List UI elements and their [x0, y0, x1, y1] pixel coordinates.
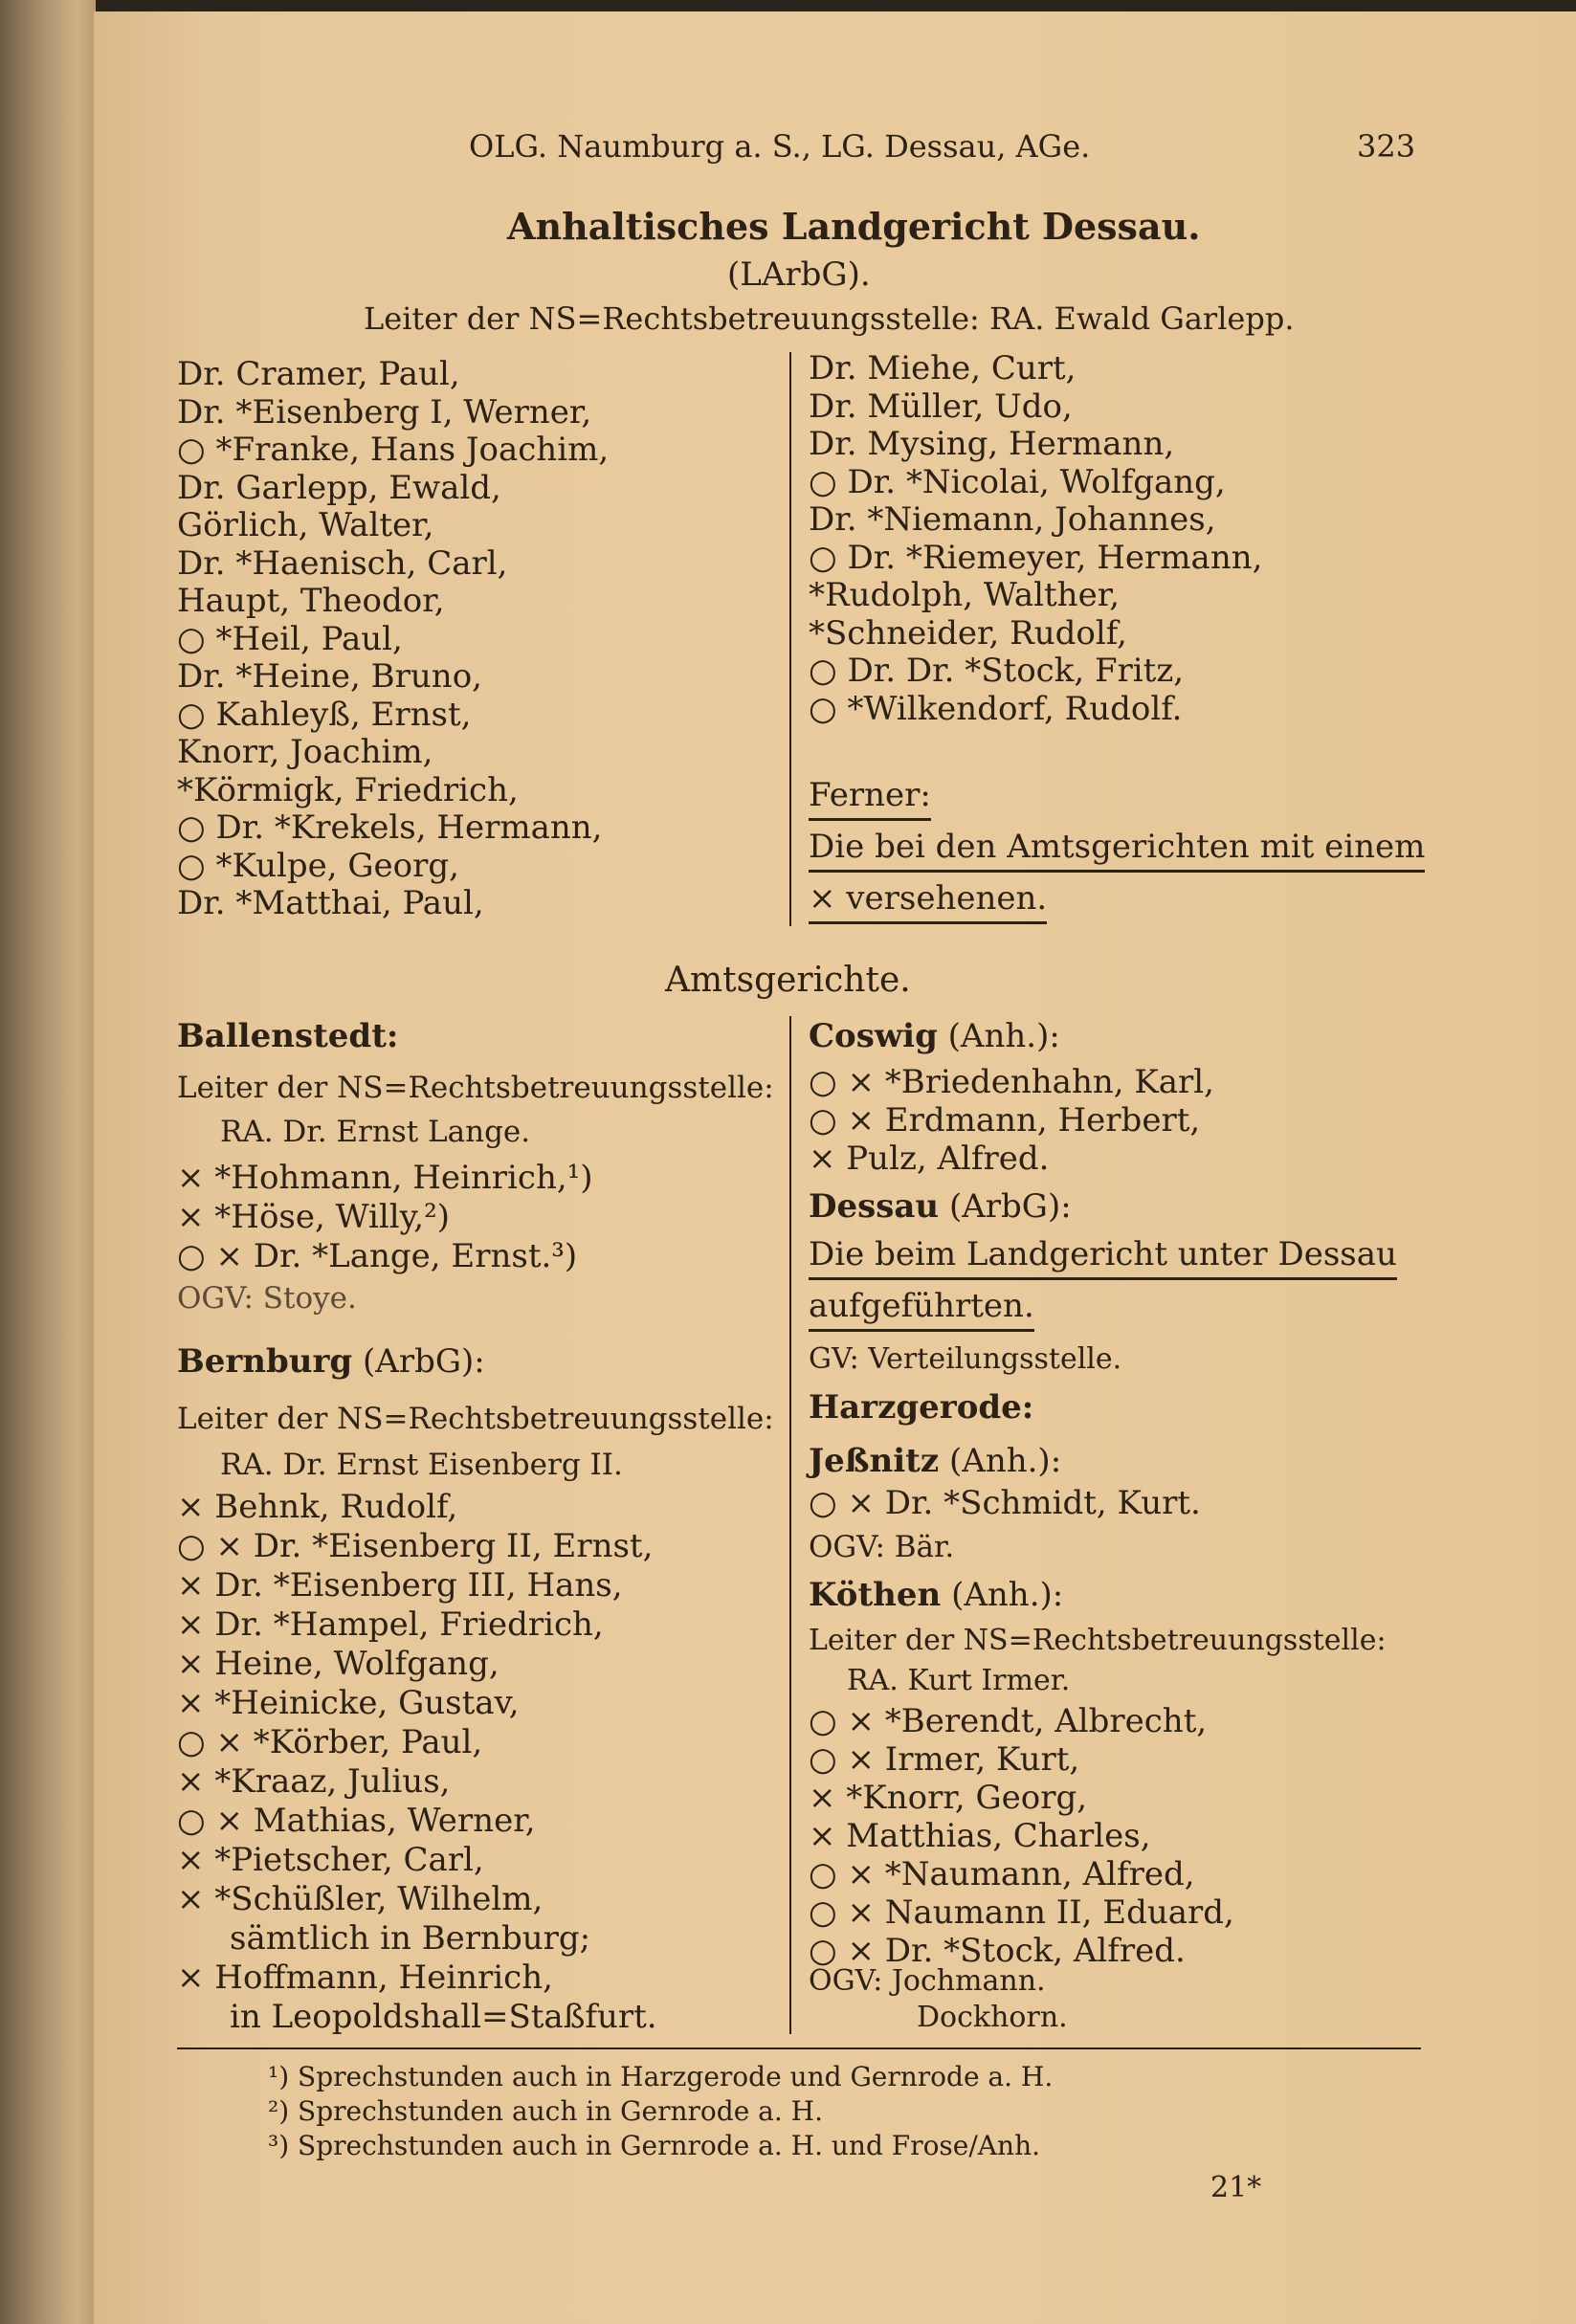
list-item: Dr. *Matthai, Paul,	[177, 884, 484, 922]
court-title: Anhaltisches Landgericht Dessau.	[507, 205, 1201, 248]
koethen-heading: Köthen (Anh.):	[809, 1576, 1064, 1614]
list-item: ○ × *Körber, Paul,	[177, 1723, 483, 1761]
list-item: × Hoffmann, Heinrich,	[177, 1959, 553, 1997]
running-title: OLG. Naumburg a. S., LG. Dessau, AGe.	[469, 128, 1091, 165]
list-item: × *Knorr, Georg,	[809, 1779, 1088, 1817]
court-subtitle: (LArbG).	[727, 255, 871, 294]
list-item: *Körmigk, Friedrich,	[177, 770, 519, 809]
list-item: ○ × Mathias, Werner,	[177, 1802, 536, 1840]
list-item: Dr. Cramer, Paul,	[177, 355, 460, 393]
list-item: × *Hohmann, Heinrich,¹)	[177, 1159, 593, 1197]
jessnitz-ogv: OGV: Bär.	[809, 1530, 955, 1564]
ferner-label: Ferner:	[809, 777, 931, 813]
list-item: × *Heinicke, Gustav,	[177, 1684, 520, 1722]
list-item: Dr. Garlepp, Ewald,	[177, 468, 501, 507]
list-item: × Dr. *Eisenberg III, Hans,	[177, 1566, 623, 1605]
list-item: Dr. *Niemann, Johannes,	[809, 500, 1216, 539]
list-item: *Schneider, Rudolf,	[809, 613, 1127, 653]
koethen-ogv2: Dockhorn.	[917, 2001, 1068, 2034]
list-item: × *Pietscher, Carl,	[177, 1841, 484, 1879]
page-number: 323	[1357, 128, 1416, 165]
list-item: ○ *Franke, Hans Joachim,	[177, 431, 610, 469]
koethen-leader1: Leiter der NS=Rechtsbetreuungsstelle:	[809, 1624, 1387, 1657]
list-item: ○ *Kulpe, Georg,	[177, 846, 459, 885]
list-item: Dr. *Eisenberg I, Werner,	[177, 392, 592, 432]
ballenstedt-leader1: Leiter der NS=Rechtsbetreuungsstelle:	[177, 1071, 774, 1105]
list-item: ○ *Wilkendorf, Rudolf.	[809, 689, 1183, 728]
list-item: ¹) Sprechstunden auch in Harzgerode und Gernrode a. H.	[268, 2061, 1054, 2092]
list-item: ○ × Naumann II, Eduard,	[809, 1893, 1234, 1932]
list-item: × Matthias, Charles,	[809, 1817, 1151, 1855]
coswig-heading: Coswig (Anh.):	[809, 1017, 1060, 1055]
ferner-line2: × versehenen.	[809, 880, 1047, 917]
list-item: ³) Sprechstunden auch in Gernrode a. H. und Frose/Anh.	[268, 2130, 1040, 2161]
list-item: ○ × *Berendt, Albrecht,	[809, 1702, 1208, 1740]
signature-mark: 21*	[1210, 2171, 1262, 2204]
list-item: ○ Dr. Dr. *Stock, Fritz,	[809, 652, 1185, 690]
bernburg-heading: Bernburg (ArbG):	[177, 1342, 485, 1381]
bernburg-leader1: Leiter der NS=Rechtsbetreuungsstelle:	[177, 1402, 774, 1436]
list-item: ○ Dr. *Riemeyer, Hermann,	[809, 538, 1263, 577]
list-item: Dr. *Haenisch, Carl,	[177, 543, 508, 583]
ballenstedt-ogv: OGV: Stoye.	[177, 1281, 357, 1316]
list-item: ○ × Dr. *Schmidt, Kurt.	[809, 1484, 1201, 1522]
book-spine	[0, 0, 96, 2324]
ballenstedt-leader2: RA. Dr. Ernst Lange.	[220, 1115, 531, 1149]
list-item: sämtlich in Bernburg;	[230, 1919, 591, 1958]
list-item: ○ × Dr. *Lange, Ernst.³)	[177, 1237, 578, 1275]
court-leader: Leiter der NS=Rechtsbetreuungsstelle: RA. Ewald Garlepp.	[364, 300, 1295, 337]
list-item: ○ Dr. *Nicolai, Wolfgang,	[809, 462, 1226, 501]
column-divider-ag	[789, 1016, 791, 2034]
koethen-ogv1: OGV: Jochmann.	[809, 1964, 1046, 1998]
list-item: ○ Dr. *Krekels, Hermann,	[177, 808, 603, 847]
list-item: × *Schüßler, Wilhelm,	[177, 1880, 544, 1918]
list-item: ○ × Irmer, Kurt,	[809, 1740, 1080, 1779]
dessau-heading: Dessau (ArbG):	[809, 1187, 1072, 1226]
list-item: × Heine, Wolfgang,	[177, 1645, 499, 1683]
list-item: Dr. *Heine, Bruno,	[177, 657, 482, 696]
footnote-rule	[177, 2047, 1421, 2049]
jessnitz-heading: Jeßnitz (Anh.):	[809, 1442, 1062, 1480]
column-divider	[789, 352, 791, 926]
list-item: Görlich, Walter,	[177, 506, 434, 544]
list-item: Dr. Mysing, Hermann,	[809, 425, 1175, 463]
amtsgerichte-title: Amtsgerichte.	[665, 961, 911, 1000]
ferner-line1: Die bei den Amtsgerichten mit einem	[809, 829, 1425, 865]
list-item: Dr. Müller, Udo,	[809, 387, 1073, 426]
ballenstedt-name: Ballenstedt:	[177, 1017, 399, 1055]
list-item: ○ × *Naumann, Alfred,	[809, 1855, 1195, 1893]
harzgerode-name: Harzgerode:	[809, 1388, 1034, 1427]
list-item: × Behnk, Rudolf,	[177, 1488, 458, 1526]
list-item: ○ × Dr. *Eisenberg II, Ernst,	[177, 1527, 654, 1565]
list-item: Knorr, Joachim,	[177, 733, 433, 771]
koethen-leader2: RA. Kurt Irmer.	[847, 1664, 1071, 1697]
dessau-gv: GV: Verteilungsstelle.	[809, 1342, 1122, 1376]
list-item: in Leopoldshall=Staßfurt.	[230, 1998, 657, 2036]
list-item: *Rudolph, Walther,	[809, 576, 1121, 614]
list-item: ²) Sprechstunden auch in Gernrode a. H.	[268, 2095, 823, 2127]
list-item: ○ × *Briedenhahn, Karl,	[809, 1063, 1214, 1101]
dessau-line2: aufgeführten.	[809, 1288, 1034, 1324]
list-item: ○ *Heil, Paul,	[177, 619, 403, 658]
list-item: × *Höse, Willy,²)	[177, 1198, 450, 1236]
bernburg-leader2: RA. Dr. Ernst Eisenberg II.	[220, 1448, 623, 1482]
list-item: ○ Kahleyß, Ernst,	[177, 695, 472, 734]
list-item: × Dr. *Hampel, Friedrich,	[177, 1605, 604, 1644]
list-item: ○ × Dr. *Stock, Alfred.	[809, 1932, 1186, 1970]
dessau-line1: Die beim Landgericht unter Dessau	[809, 1236, 1397, 1273]
list-item: ○ × Erdmann, Herbert,	[809, 1101, 1201, 1140]
list-item: Haupt, Theodor,	[177, 582, 445, 620]
list-item: × *Kraaz, Julius,	[177, 1762, 451, 1801]
list-item: × Pulz, Alfred.	[809, 1140, 1050, 1178]
list-item: Dr. Miehe, Curt,	[809, 349, 1077, 387]
